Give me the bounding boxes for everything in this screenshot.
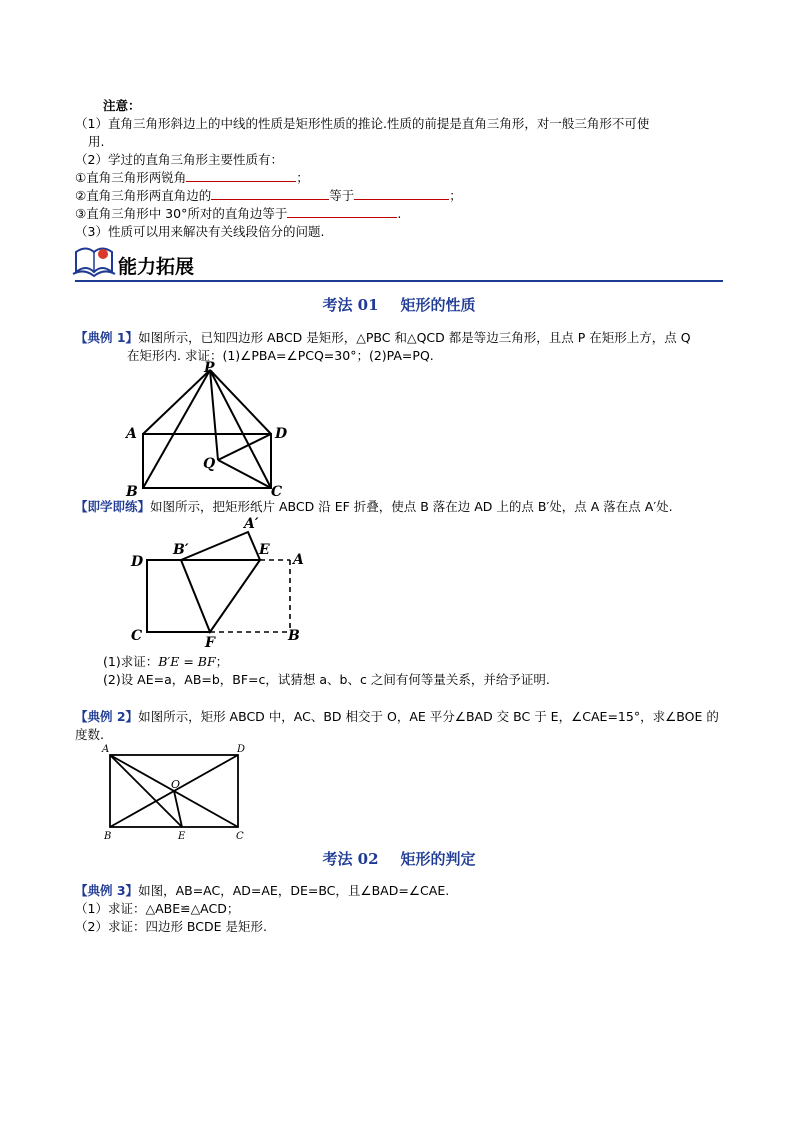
practice-q1-math: B′E = BF: [158, 654, 216, 669]
label-B: B: [288, 628, 300, 644]
banner-title: 能力拓展: [118, 256, 195, 278]
example-3-question-1: （1）求证：△ABE≌△ACD；: [75, 901, 240, 916]
practice-text: 如图所示，把矩形纸片 ABCD 沿 EF 折叠，使点 B 落在边 AD 上的点 B′处，点 A 落在点 A′处.: [150, 499, 673, 514]
property-3-text: ③直角三角形中 30°所对的直角边等于: [75, 206, 288, 221]
example-1-line-1: [75, 329, 691, 347]
example-2-tag: 【典例 2】: [75, 709, 139, 724]
label-C: C: [271, 484, 283, 498]
section-title: 矩形的判定: [400, 850, 476, 868]
example-3-text: 如图，AB=AC，AD=AE，DE=BC，且∠BAD=∠CAE.: [138, 883, 450, 898]
figure-3-rectangle-diagonals: [100, 741, 255, 845]
practice-question-1: [103, 653, 228, 671]
property-1-text: ①直角三角形两锐角: [75, 170, 187, 185]
example-3-line-1: [75, 882, 449, 900]
property-2: [75, 187, 462, 205]
label-F: F: [205, 635, 215, 651]
example-2-text: 如图所示，矩形 ABCD 中，AC、BD 相交于 O，AE 平分∠BAD 交 BC 于 E，∠CAE=15°，求∠BOE 的: [138, 709, 719, 724]
example-2-line-1: [75, 708, 719, 726]
note-item-1: （1）直角三角形斜边上的中线的性质是矩形性质的推论.性质的前提是直角三角形，对一般三角形不可使: [75, 116, 650, 131]
label-C: C: [131, 628, 143, 644]
label-D: D: [275, 426, 288, 442]
example-1-tag: 【典例 1】: [75, 330, 139, 345]
property-3-end: .: [397, 206, 402, 221]
label-A-prime: A′: [244, 516, 259, 532]
notes-heading: 注意：: [103, 98, 141, 113]
label-Q: Q: [203, 456, 216, 472]
practice-q1-prefix: (1)求证：: [103, 654, 159, 669]
property-3: [75, 205, 401, 223]
property-2-end: ；: [449, 188, 462, 203]
example-3-tag: 【典例 3】: [75, 883, 139, 898]
label-B: B: [126, 484, 138, 498]
example-2-line-2: 度数.: [75, 727, 104, 742]
property-1: [75, 169, 309, 187]
label-O: O: [171, 778, 181, 791]
fill-blank-1[interactable]: [186, 169, 296, 182]
fill-blank-2[interactable]: [211, 187, 329, 200]
banner-divider: [75, 280, 723, 282]
property-2-text-b: 等于: [329, 188, 355, 203]
property-1-end: ；: [296, 170, 309, 185]
section-number: 考法 01: [322, 296, 379, 314]
practice-q1-end: ；: [215, 654, 229, 669]
section-heading-1: [75, 294, 723, 315]
label-E: E: [259, 542, 270, 558]
label-P: P: [204, 360, 215, 376]
label-D: D: [237, 744, 246, 755]
label-C: C: [236, 831, 244, 842]
label-B-prime: B′: [173, 542, 189, 558]
section-title: 矩形的性质: [400, 296, 476, 314]
example-1-line-2: 在矩形内. 求证：(1)∠PBA=∠PCQ=30°；(2)PA=PQ.: [127, 348, 434, 363]
fill-blank-4[interactable]: [287, 205, 397, 218]
label-A: A: [126, 426, 137, 442]
note-item-3: （3）性质可以用来解决有关线段倍分的问题.: [75, 224, 325, 239]
example-3-question-2: （2）求证：四边形 BCDE 是矩形.: [75, 919, 267, 934]
practice-question-2: (2)设 AE=a，AB=b，BF=c，试猜想 a、b、c 之间有何等量关系，并给予证明.: [103, 672, 550, 687]
section-heading-2: [75, 848, 723, 869]
note-item-1-cont: 用.: [88, 134, 105, 149]
note-item-2: （2）学过的直角三角形主要性质有：: [75, 152, 283, 167]
label-D: D: [131, 554, 144, 570]
figure-1-rectangle-pbc-qcd: [118, 360, 288, 498]
label-E: E: [178, 831, 186, 842]
fill-blank-3[interactable]: [354, 187, 449, 200]
section-number: 考法 02: [322, 850, 379, 868]
example-1-text: 如图所示，已知四边形 ABCD 是矩形，△PBC 和△QCD 都是等边三角形，且点 P 在矩形上方，点 Q: [138, 330, 691, 345]
book-icon: [72, 246, 116, 280]
practice-tag: 【即学即练】: [75, 499, 151, 514]
label-A: A: [293, 552, 304, 568]
property-2-text-a: ②直角三角形两直角边的: [75, 188, 212, 203]
label-B: B: [104, 831, 112, 842]
label-A: A: [102, 744, 110, 755]
figure-2-folded-rectangle: [128, 512, 308, 652]
